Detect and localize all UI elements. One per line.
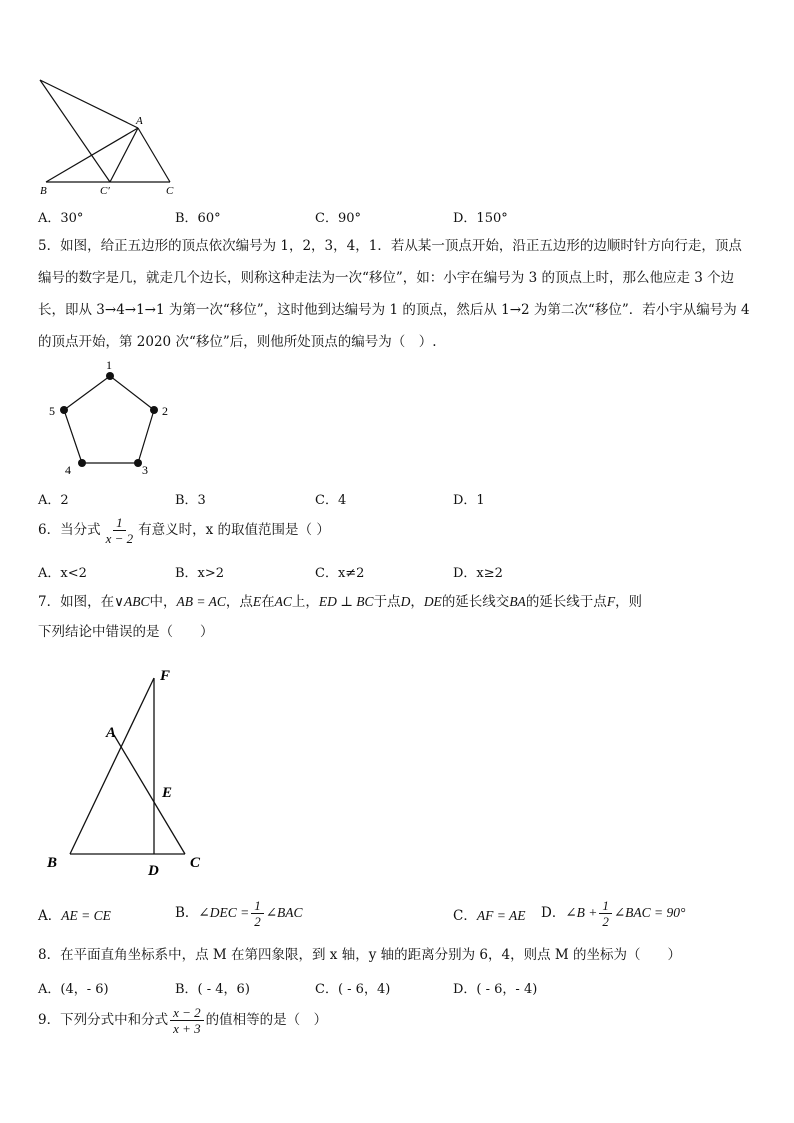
q7-point-e: E bbox=[252, 594, 262, 609]
q7-point-f: F bbox=[606, 594, 616, 609]
fig7-line-f-b bbox=[70, 678, 154, 854]
q8-option-d: D．( - 6，- 4) bbox=[453, 982, 538, 997]
q7-option-d-den: 2 bbox=[602, 914, 609, 929]
q7-option-d-fraction bbox=[599, 898, 612, 929]
q7-option-a bbox=[38, 906, 111, 926]
q6-suffix: 有意义时，x 的取值范围是（ ） bbox=[138, 522, 330, 538]
pentagon-vertex-5 bbox=[60, 406, 68, 414]
q7-option-d-num: 1 bbox=[599, 898, 612, 914]
q7-segment-ac: AC bbox=[274, 594, 292, 609]
q7-text-10: ，则 bbox=[615, 594, 643, 610]
q7-option-b-right: ∠BAC bbox=[265, 905, 303, 920]
q6-option-b: B．x>2 bbox=[175, 566, 225, 581]
q7-option-b-fraction bbox=[251, 898, 264, 929]
q6-option-c: C．x≠2 bbox=[315, 566, 365, 581]
q4-option-b: B．60° bbox=[175, 211, 221, 226]
q9-frac-den: x + 3 bbox=[173, 1021, 201, 1036]
q7-option-d bbox=[541, 898, 685, 929]
q4-option-c: C．90° bbox=[315, 211, 361, 226]
q5-option-c: C．4 bbox=[315, 493, 347, 508]
q7-option-a-math: AE = CE bbox=[61, 908, 111, 923]
q7-text-9: 的延长线于点 bbox=[525, 594, 607, 610]
q8-option-c: C．( - 6，4) bbox=[315, 982, 391, 997]
fig7-label-f: F bbox=[160, 668, 171, 684]
pentagon-vertex-1 bbox=[106, 372, 114, 380]
q7-option-c-label: C． bbox=[453, 908, 477, 924]
pentagon-vertex-4 bbox=[78, 459, 86, 467]
q7-segment-ba: BA bbox=[509, 594, 526, 609]
q7-triangle-figure bbox=[40, 660, 220, 880]
q9-suffix: 的值相等的是（ ） bbox=[205, 1012, 328, 1028]
q6-frac-num: 1 bbox=[113, 515, 126, 531]
q7-text-3: ，点 bbox=[225, 594, 253, 610]
fig4-line-top-a bbox=[40, 80, 138, 128]
fig4-label-a: A bbox=[136, 115, 143, 127]
pentagon-outline bbox=[64, 376, 154, 463]
pentagon-label-2: 2 bbox=[162, 404, 168, 418]
q7-stem-line-1 bbox=[38, 592, 642, 612]
fig7-label-a: A bbox=[106, 725, 117, 741]
q7-option-d-right: ∠BAC = 90° bbox=[613, 905, 686, 920]
pentagon-label-3: 3 bbox=[142, 463, 148, 477]
fig7-line-a-c bbox=[114, 735, 185, 854]
fig4-label-c: C bbox=[166, 185, 174, 197]
fig4-label-cprime: C′ bbox=[100, 185, 110, 197]
q7-text-7: ， bbox=[410, 594, 424, 610]
q8-option-a: A．(4，- 6) bbox=[38, 982, 109, 997]
q7-text-8: 的延长线交 bbox=[441, 594, 510, 610]
q7-text-1: 7．如图，在 bbox=[38, 594, 115, 610]
q7-option-b-den: 2 bbox=[254, 914, 261, 929]
q5-option-b: B．3 bbox=[175, 493, 206, 508]
q7-option-c-math: AF = AE bbox=[476, 908, 526, 923]
q4-option-a: A．30° bbox=[38, 211, 84, 226]
q7-stem-line-2: 下列结论中错误的是（ ） bbox=[38, 624, 214, 640]
q8-stem: 8．在平面直角坐标系中，点 M 在第四象限，到 x 轴，y 轴的距离分别为 6，4，则点 M 的坐标为（ ） bbox=[38, 947, 681, 963]
q9-fraction bbox=[170, 1005, 204, 1036]
q5-stem-line-4: 的顶点开始，第 2020 次“移位”后，则他所处顶点的编号为（ ）. bbox=[38, 334, 437, 350]
q7-text-2: 中， bbox=[149, 594, 177, 610]
q5-option-d: D．1 bbox=[453, 493, 485, 508]
q6-option-a: A．x<2 bbox=[38, 566, 87, 581]
q9-stem bbox=[38, 1005, 327, 1036]
pentagon-label-5: 5 bbox=[49, 404, 55, 418]
q9-prefix: 9．下列分式中和分式 bbox=[38, 1012, 169, 1028]
q7-ab-eq-ac: AB = AC bbox=[176, 594, 226, 609]
q4-triangle-figure bbox=[30, 72, 190, 200]
q7-text-5: 上， bbox=[291, 594, 319, 610]
q7-ed-perp-bc: ED ⊥ BC bbox=[318, 594, 374, 609]
pentagon-label-4: 4 bbox=[65, 463, 71, 477]
q5-pentagon-figure bbox=[44, 358, 184, 478]
q7-option-b-num: 1 bbox=[251, 898, 264, 914]
q7-option-b-label: B． bbox=[175, 905, 199, 921]
q4-option-d: D．150° bbox=[453, 211, 508, 226]
pentagon-vertex-2 bbox=[150, 406, 158, 414]
q6-frac-den: x − 2 bbox=[105, 531, 134, 546]
q7-option-c bbox=[453, 906, 525, 926]
q5-stem-line-2: 编号的数字是几，就走几个边长，则称这种走法为一次“移位”，如：小宇在编号为 3 的顶点上时，那么他应走 3 个边 bbox=[38, 270, 735, 286]
q8-option-b: B．( - 4，6) bbox=[175, 982, 250, 997]
q7-option-d-left: ∠B + bbox=[565, 905, 598, 920]
fig4-line-a-c bbox=[138, 128, 170, 182]
pentagon-label-1: 1 bbox=[106, 358, 112, 372]
q6-option-d: D．x≥2 bbox=[453, 566, 503, 581]
q5-option-a: A．2 bbox=[38, 493, 69, 508]
q7-option-a-label: A． bbox=[38, 908, 62, 924]
q7-text-6: 于点 bbox=[373, 594, 401, 610]
fig7-label-c: C bbox=[190, 855, 201, 871]
q7-option-d-label: D． bbox=[541, 905, 566, 921]
q7-text-4: 在 bbox=[261, 594, 275, 610]
q6-prefix: 6．当分式 bbox=[38, 522, 101, 538]
fig7-label-b: B bbox=[47, 855, 58, 871]
q6-fraction bbox=[103, 515, 137, 546]
fig4-line-top-cprime bbox=[40, 80, 110, 182]
fig7-label-d: D bbox=[148, 863, 159, 879]
q5-stem-line-3: 长，即从 3→4→1→1 为第一次“移位”，这时他到达编号为 1 的顶点，然后从 1→2 为第二次“移位”．若小宇从编号为 4 bbox=[38, 302, 750, 318]
q7-segment-de: DE bbox=[423, 594, 442, 609]
q7-point-d: D bbox=[400, 594, 411, 609]
q7-option-b-left: ∠DEC = bbox=[198, 905, 250, 920]
q7-option-b bbox=[175, 898, 303, 929]
fig4-label-b: B bbox=[40, 185, 47, 197]
pentagon-vertex-3 bbox=[134, 459, 142, 467]
q7-triangle-abc: ∨ABC bbox=[114, 594, 150, 609]
q9-frac-num: x − 2 bbox=[170, 1005, 204, 1021]
q6-stem bbox=[38, 515, 330, 546]
q5-stem-line-1: 5．如图，给正五边形的顶点依次编号为 1，2，3，4，1．若从某一顶点开始，沿正五边形的边顺时针方向行走，顶点 bbox=[38, 238, 742, 254]
fig7-label-e: E bbox=[162, 785, 173, 801]
